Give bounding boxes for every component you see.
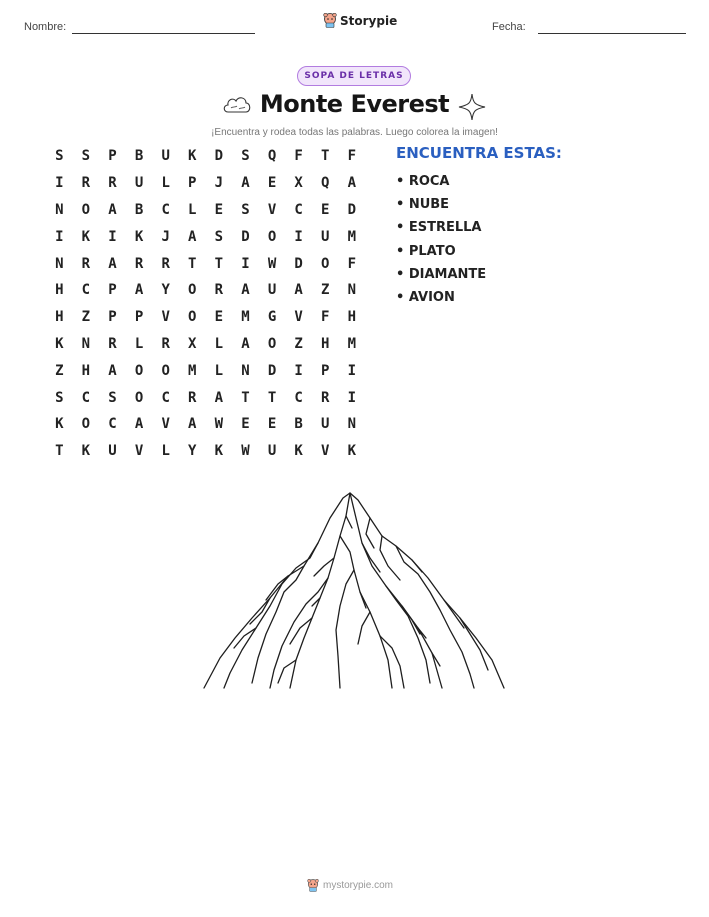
grid-letter[interactable]: M [347, 335, 357, 352]
grid-letter[interactable]: S [55, 148, 64, 165]
page-title: Monte Everest [259, 90, 450, 118]
grid-row [46, 250, 365, 277]
sparkle-icon [458, 93, 486, 121]
grid-letter[interactable]: K [347, 443, 357, 460]
grid-letter[interactable]: Z [321, 282, 330, 299]
grid-letter[interactable]: V [267, 201, 277, 218]
grid-letter[interactable]: N [347, 282, 357, 299]
grid-letter[interactable]: H [55, 282, 64, 299]
grid-row [46, 357, 365, 384]
grid-row [46, 170, 365, 197]
grid-row [46, 197, 365, 224]
grid-letter[interactable]: V [321, 443, 330, 460]
grid-letter[interactable]: C [81, 282, 91, 299]
grid-letter[interactable]: G [267, 309, 277, 326]
grid-letter[interactable]: Q [321, 175, 330, 192]
word-list [396, 170, 486, 309]
storypie-mascot-icon [307, 879, 319, 892]
grid-letter[interactable]: R [81, 175, 91, 192]
grid-letter[interactable]: C [108, 416, 117, 433]
grid-letter[interactable]: C [161, 389, 170, 406]
grid-letter[interactable]: F [347, 148, 357, 165]
grid-letter[interactable]: I [241, 255, 250, 272]
grid-letter[interactable]: O [81, 201, 91, 218]
grid-letter[interactable]: E [241, 416, 250, 433]
grid-letter[interactable]: R [161, 255, 170, 272]
grid-letter[interactable]: E [267, 175, 277, 192]
grid-letter[interactable]: O [134, 389, 144, 406]
grid-letter[interactable]: Q [267, 148, 277, 165]
word-list-item: • ROCA [396, 174, 450, 189]
grid-letter[interactable]: H [321, 335, 330, 352]
grid-letter[interactable]: U [134, 175, 144, 192]
grid-letter[interactable]: S [241, 148, 250, 165]
grid-letter[interactable]: I [294, 228, 303, 245]
grid-letter[interactable]: R [134, 255, 144, 272]
brand-logo [323, 13, 397, 28]
grid-letter[interactable]: H [347, 309, 357, 326]
grid-letter[interactable]: H [81, 362, 91, 379]
grid-letter[interactable]: O [81, 416, 91, 433]
grid-letter[interactable]: S [81, 148, 91, 165]
grid-letter[interactable]: Y [161, 282, 170, 299]
grid-letter[interactable]: J [161, 228, 170, 245]
grid-letter[interactable]: R [214, 282, 224, 299]
grid-letter[interactable]: T [188, 255, 197, 272]
grid-letter[interactable]: X [188, 335, 197, 352]
grid-row [46, 384, 365, 411]
grid-letter[interactable]: A [241, 175, 250, 192]
grid-letter[interactable]: W [241, 443, 250, 460]
grid-letter[interactable]: K [55, 416, 64, 433]
grid-letter[interactable]: T [214, 255, 224, 272]
grid-letter[interactable]: D [241, 228, 250, 245]
grid-letter[interactable]: I [55, 175, 64, 192]
grid-letter[interactable]: A [294, 282, 303, 299]
word-search-grid[interactable] [46, 143, 365, 465]
grid-letter[interactable]: M [241, 309, 250, 326]
grid-letter[interactable]: L [161, 175, 170, 192]
grid-letter[interactable]: X [294, 175, 303, 192]
grid-letter[interactable]: R [321, 389, 330, 406]
word-list-item: • NUBE [396, 197, 450, 213]
grid-letter[interactable]: U [321, 228, 330, 245]
grid-letter[interactable]: I [108, 228, 117, 245]
word-list-item: • DIAMANTE [396, 266, 487, 282]
grid-letter[interactable]: O [134, 362, 144, 379]
storypie-mascot-icon [323, 13, 337, 28]
grid-letter[interactable]: R [188, 389, 197, 406]
grid-letter[interactable]: B [294, 416, 303, 433]
grid-letter[interactable]: K [188, 148, 197, 165]
grid-letter[interactable]: A [108, 362, 117, 379]
grid-letter[interactable]: C [294, 201, 303, 218]
grid-letter[interactable]: L [214, 362, 224, 379]
grid-letter[interactable]: F [294, 148, 303, 165]
grid-letter[interactable]: N [81, 335, 91, 352]
grid-letter[interactable]: S [214, 228, 224, 245]
grid-letter[interactable]: V [161, 416, 170, 433]
grid-letter[interactable]: E [214, 201, 224, 218]
grid-row [46, 331, 365, 358]
grid-letter[interactable]: K [214, 443, 224, 460]
grid-letter[interactable]: L [214, 335, 224, 352]
grid-row [46, 304, 365, 331]
grid-letter[interactable]: L [161, 443, 170, 460]
grid-letter[interactable]: V [134, 443, 144, 460]
grid-letter[interactable]: T [321, 148, 330, 165]
grid-letter[interactable]: D [347, 201, 357, 218]
grid-letter[interactable]: D [294, 255, 303, 272]
grid-letter[interactable]: P [108, 148, 117, 165]
grid-letter[interactable]: R [108, 175, 117, 192]
grid-letter[interactable]: B [134, 201, 144, 218]
grid-row [46, 438, 365, 465]
grid-letter[interactable]: Z [294, 335, 303, 352]
grid-letter[interactable]: M [188, 362, 197, 379]
grid-letter[interactable]: L [188, 201, 197, 218]
grid-letter[interactable]: K [55, 335, 64, 352]
grid-letter[interactable]: P [108, 282, 117, 299]
grid-letter[interactable]: D [214, 148, 224, 165]
grid-letter[interactable]: U [267, 443, 277, 460]
grid-letter[interactable]: K [294, 443, 303, 460]
grid-letter[interactable]: I [347, 389, 357, 406]
grid-letter[interactable]: A [134, 282, 144, 299]
word-list-item: • PLATO [396, 243, 456, 259]
grid-letter[interactable]: U [161, 148, 170, 165]
grid-letter[interactable]: P [188, 175, 197, 192]
grid-row [46, 143, 365, 170]
grid-letter[interactable]: O [267, 228, 277, 245]
grid-letter[interactable]: I [347, 362, 357, 379]
grid-letter[interactable]: W [214, 416, 224, 433]
grid-letter[interactable]: A [214, 389, 224, 406]
grid-letter[interactable]: I [294, 362, 303, 379]
activity-badge: SOPA DE LETRAS [297, 66, 411, 86]
grid-letter[interactable]: S [108, 389, 117, 406]
grid-letter[interactable]: P [321, 362, 330, 379]
grid-letter[interactable]: F [321, 309, 330, 326]
grid-letter[interactable]: H [55, 309, 64, 326]
grid-letter[interactable]: L [134, 335, 144, 352]
grid-letter[interactable]: W [267, 255, 277, 272]
grid-letter[interactable]: T [55, 443, 64, 460]
date-label: Fecha: [492, 21, 526, 33]
grid-letter[interactable]: I [55, 228, 64, 245]
grid-letter[interactable]: T [241, 389, 250, 406]
grid-letter[interactable]: K [81, 443, 91, 460]
grid-letter[interactable]: U [267, 282, 277, 299]
grid-letter[interactable]: D [267, 362, 277, 379]
name-field[interactable] [72, 33, 255, 34]
grid-letter[interactable]: F [347, 255, 357, 272]
grid-letter[interactable]: B [134, 148, 144, 165]
grid-letter[interactable]: Z [81, 309, 91, 326]
grid-letter[interactable]: A [188, 416, 197, 433]
instructions: ¡Encuentra y rodea todas las palabras. Luego colorea la imagen! [211, 127, 498, 138]
grid-letter[interactable]: A [134, 416, 144, 433]
grid-letter[interactable]: J [214, 175, 224, 192]
grid-row [46, 223, 365, 250]
grid-row [46, 411, 365, 438]
mountain-illustration [200, 488, 508, 700]
grid-letter[interactable]: K [81, 228, 91, 245]
date-field[interactable] [538, 33, 686, 34]
word-list-item: • AVION [396, 289, 455, 305]
grid-letter[interactable]: M [347, 228, 357, 245]
grid-letter[interactable]: A [108, 255, 117, 272]
grid-letter[interactable]: O [188, 309, 197, 326]
word-list-title: ENCUENTRA ESTAS: [396, 144, 562, 162]
footer-url[interactable]: mystorypie.com [323, 880, 394, 891]
grid-letter[interactable]: P [134, 309, 144, 326]
grid-letter[interactable]: C [161, 201, 170, 218]
grid-letter[interactable]: C [294, 389, 303, 406]
grid-letter[interactable]: U [108, 443, 117, 460]
grid-letter[interactable]: V [161, 309, 170, 326]
grid-letter[interactable]: R [161, 335, 170, 352]
grid-letter[interactable]: A [188, 228, 197, 245]
grid-letter[interactable]: U [321, 416, 330, 433]
grid-letter[interactable]: P [108, 309, 117, 326]
grid-letter[interactable]: Y [188, 443, 197, 460]
footer [307, 879, 393, 892]
grid-row [46, 277, 365, 304]
grid-letter[interactable]: O [188, 282, 197, 299]
grid-letter[interactable]: E [214, 309, 224, 326]
grid-letter[interactable]: E [321, 201, 330, 218]
brand-name: Storypie [340, 13, 398, 28]
grid-letter[interactable]: K [134, 228, 144, 245]
grid-letter[interactable]: Z [55, 362, 64, 379]
grid-letter[interactable]: O [267, 335, 277, 352]
grid-letter[interactable]: N [55, 255, 64, 272]
grid-letter[interactable]: A [241, 335, 250, 352]
grid-letter[interactable]: N [241, 362, 250, 379]
grid-letter[interactable]: A [108, 201, 117, 218]
grid-letter[interactable]: N [55, 201, 64, 218]
grid-letter[interactable]: N [347, 416, 357, 433]
name-label: Nombre: [24, 21, 67, 33]
grid-letter[interactable]: S [241, 201, 250, 218]
grid-letter[interactable]: E [267, 416, 277, 433]
word-list-item: • ESTRELLA [396, 220, 482, 236]
grid-letter[interactable]: S [55, 389, 64, 406]
grid-letter[interactable]: T [267, 389, 277, 406]
grid-letter[interactable]: O [161, 362, 170, 379]
grid-letter[interactable]: O [321, 255, 330, 272]
grid-letter[interactable]: A [347, 175, 357, 192]
grid-letter[interactable]: V [294, 309, 303, 326]
grid-letter[interactable]: C [81, 389, 91, 406]
grid-letter[interactable]: R [81, 255, 91, 272]
grid-letter[interactable]: R [108, 335, 117, 352]
grid-letter[interactable]: A [241, 282, 250, 299]
